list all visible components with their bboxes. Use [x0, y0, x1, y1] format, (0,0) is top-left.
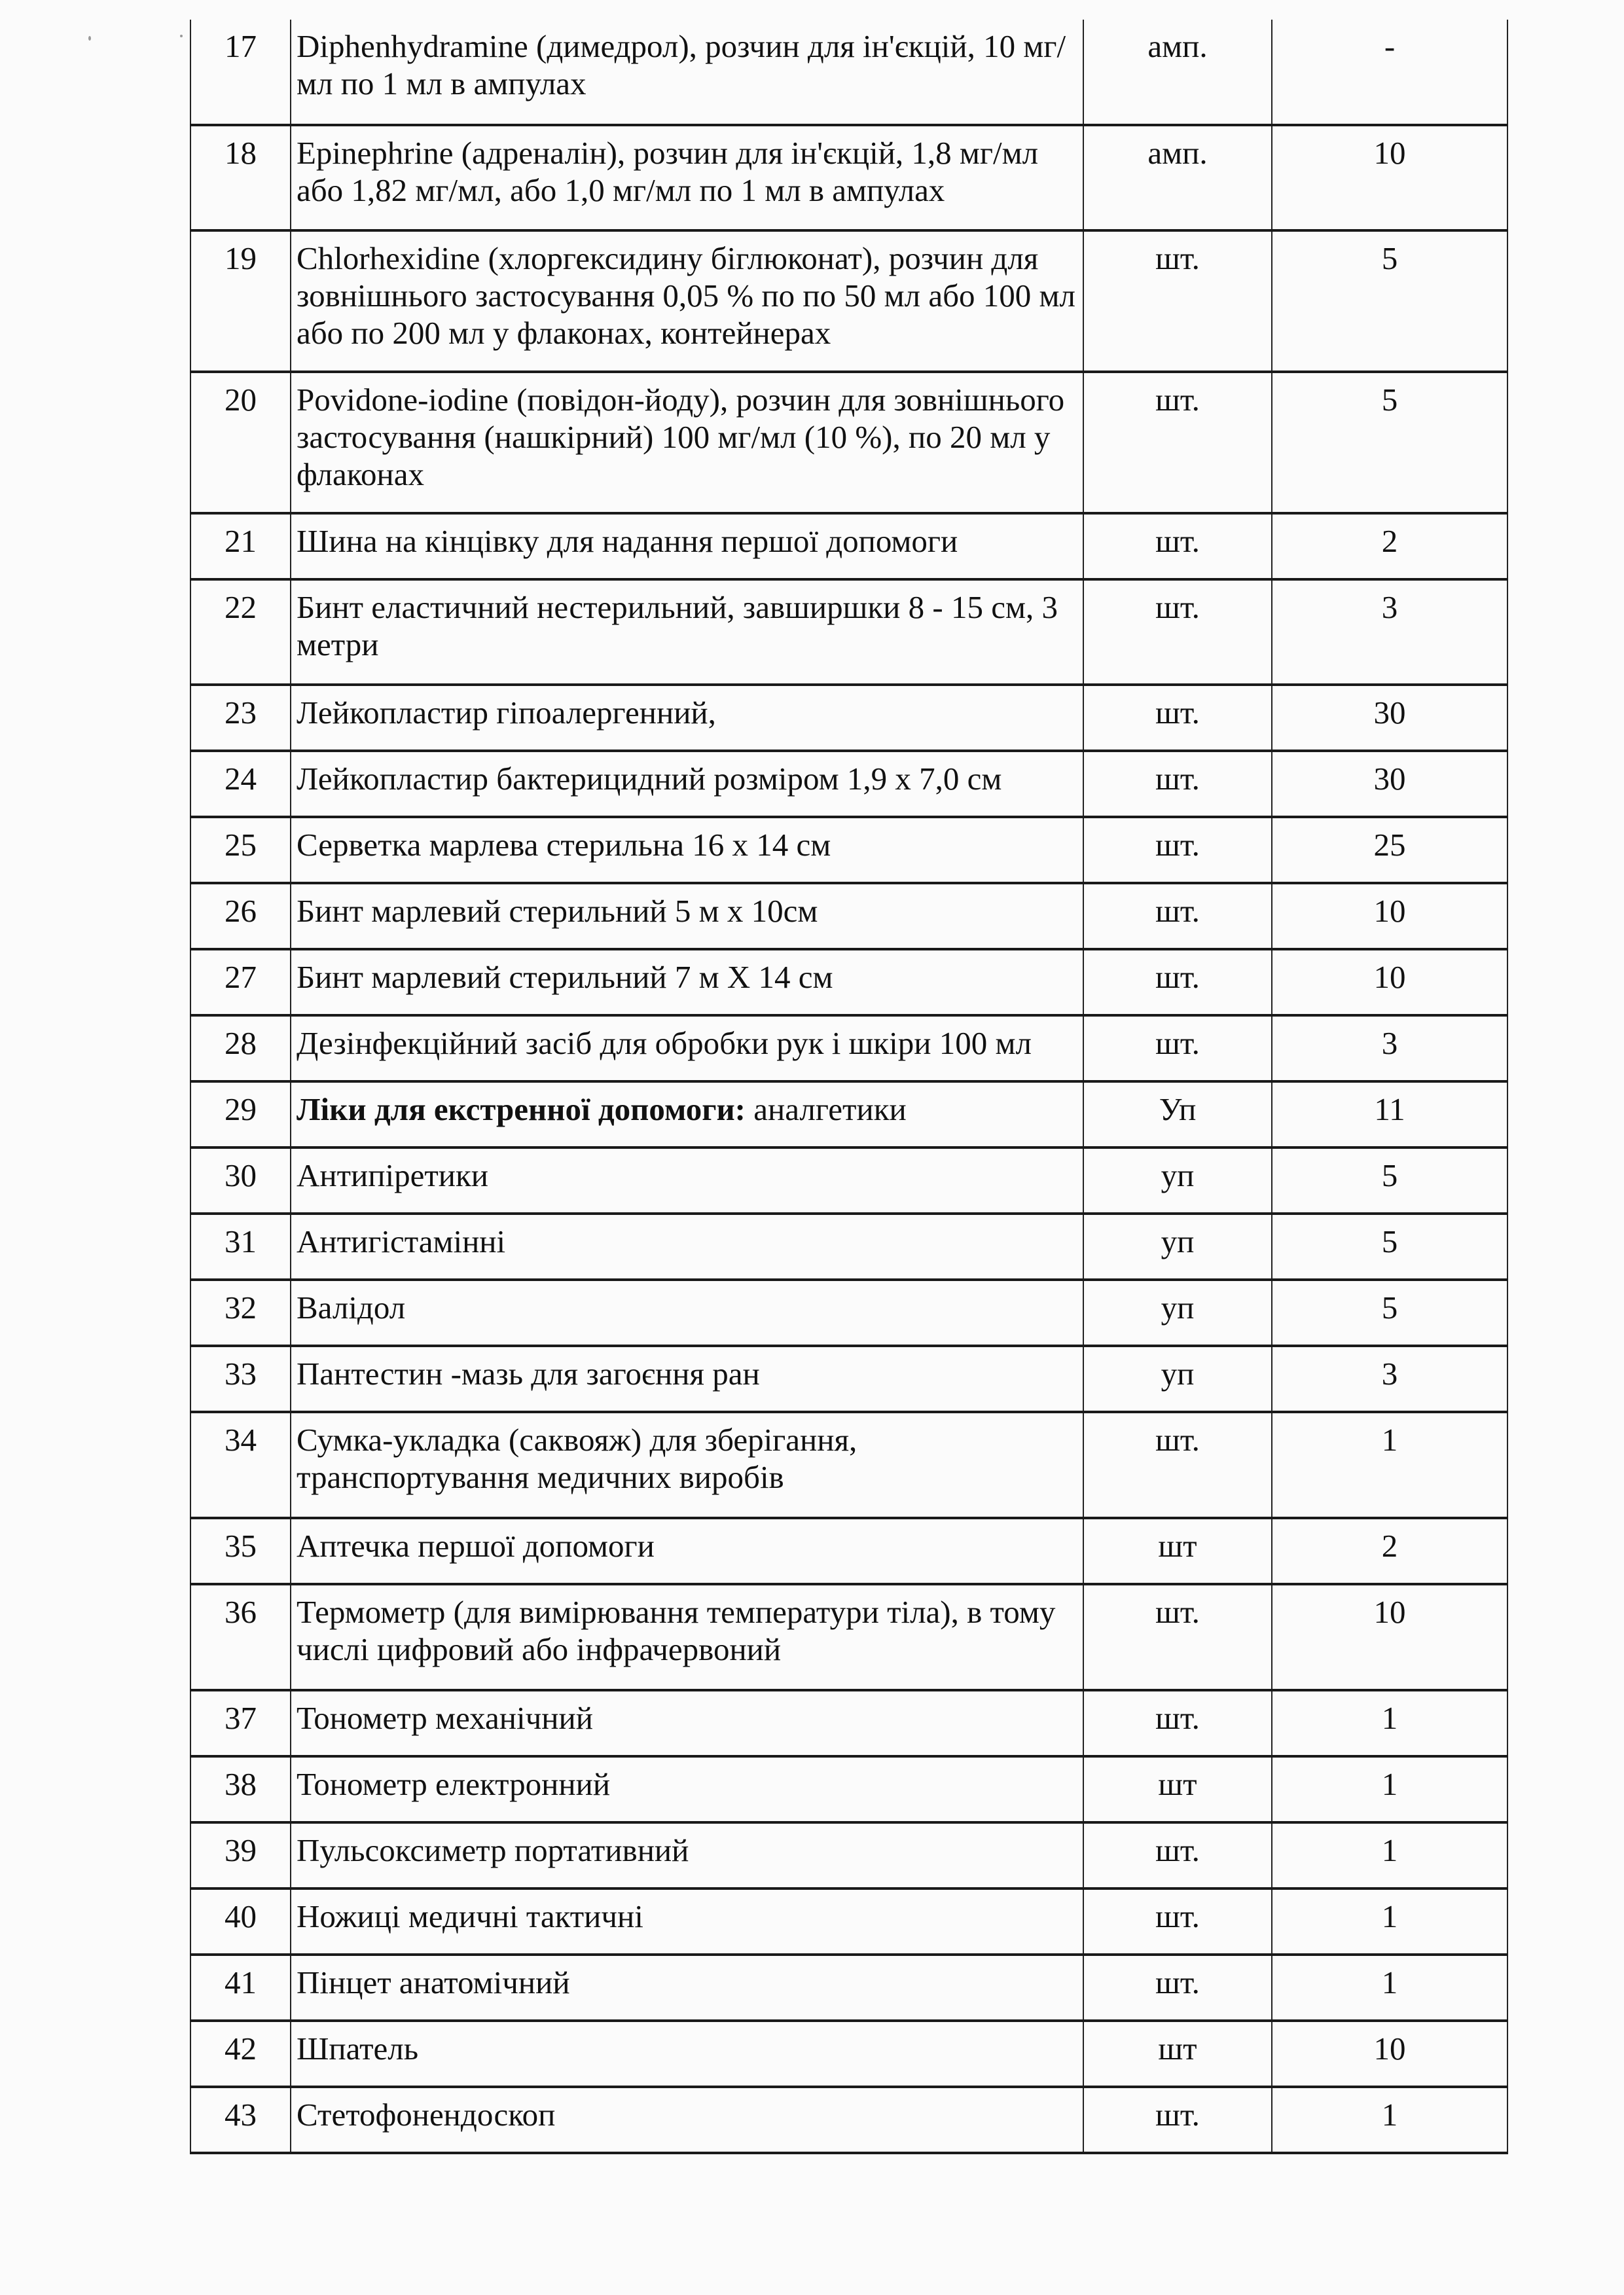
scan-speck	[88, 36, 91, 41]
item-quantity: 1	[1272, 1822, 1507, 1888]
item-quantity: -	[1272, 20, 1507, 125]
item-unit: уп	[1083, 1280, 1272, 1346]
row-number: 37	[190, 1690, 291, 1756]
item-unit: Уп	[1083, 1081, 1272, 1148]
item-name: Пульсоксиметр портативний	[291, 1822, 1083, 1888]
table-row	[190, 817, 1507, 883]
row-number: 24	[190, 751, 291, 817]
item-quantity: 1	[1272, 1756, 1507, 1822]
item-quantity: 11	[1272, 1081, 1507, 1148]
item-unit: шт.	[1083, 949, 1272, 1015]
item-quantity: 5	[1272, 1214, 1507, 1280]
item-name: Пінцет анатомічний	[291, 1955, 1083, 2021]
table-row	[190, 1888, 1507, 1955]
row-number: 30	[190, 1148, 291, 1214]
item-quantity: 1	[1272, 2087, 1507, 2153]
row-number: 41	[190, 1955, 291, 2021]
row-number: 28	[190, 1015, 291, 1081]
inventory-table	[190, 20, 1508, 2154]
item-name: Бинт еластичний нестерильний, завширшки 8 - 15 см, 3 метри	[291, 579, 1083, 685]
item-name: Антигістамінні	[291, 1214, 1083, 1280]
item-quantity: 1	[1272, 1690, 1507, 1756]
table-row	[190, 1955, 1507, 2021]
row-number: 31	[190, 1214, 291, 1280]
item-name: Лейкопластир бактерицидний розміром 1,9 х 7,0 см	[291, 751, 1083, 817]
table-row	[190, 2087, 1507, 2153]
item-name: Валідол	[291, 1280, 1083, 1346]
item-name: Антипіретики	[291, 1148, 1083, 1214]
item-unit: уп	[1083, 1214, 1272, 1280]
table-row	[190, 1584, 1507, 1690]
item-quantity: 1	[1272, 1888, 1507, 1955]
item-quantity: 25	[1272, 817, 1507, 883]
item-quantity: 30	[1272, 751, 1507, 817]
item-quantity: 10	[1272, 125, 1507, 230]
row-number: 34	[190, 1412, 291, 1518]
item-name: Тонометр механічний	[291, 1690, 1083, 1756]
item-name: Diphenhydramine (димедрол), розчин для ін'єкцій, 10 мг/мл по 1 мл в ампулах	[291, 20, 1083, 125]
item-unit: шт	[1083, 1756, 1272, 1822]
item-unit: шт.	[1083, 230, 1272, 372]
table-row	[190, 372, 1507, 513]
item-quantity: 1	[1272, 1955, 1507, 2021]
item-quantity: 10	[1272, 1584, 1507, 1690]
item-name: Chlorhexidine (хлоргексидину біглюконат), розчин для зовнішнього застосування 0,05 % по по 50 мл або 100 мл або по 200 мл у флаконах, контейнерах	[291, 230, 1083, 372]
item-quantity: 1	[1272, 1412, 1507, 1518]
item-quantity: 2	[1272, 513, 1507, 579]
item-name: Лейкопластир гіпоалергенний,	[291, 685, 1083, 751]
table-row	[190, 1015, 1507, 1081]
item-name: Тонометр електронний	[291, 1756, 1083, 1822]
table-row	[190, 1822, 1507, 1888]
table-row	[190, 1081, 1507, 1148]
item-name: Серветка марлева стерильна 16 х 14 см	[291, 817, 1083, 883]
item-name: Epinephrine (адреналін), розчин для ін'єкцій, 1,8 мг/мл або 1,82 мг/мл, або 1,0 мг/мл по 1 мл в ампулах	[291, 125, 1083, 230]
item-name: Пантестин -мазь для загоєння ран	[291, 1346, 1083, 1412]
row-number: 21	[190, 513, 291, 579]
item-unit: шт.	[1083, 1955, 1272, 2021]
table-row	[190, 1690, 1507, 1756]
item-unit: амп.	[1083, 125, 1272, 230]
row-number: 19	[190, 230, 291, 372]
item-quantity: 5	[1272, 372, 1507, 513]
row-number: 35	[190, 1518, 291, 1584]
item-name: Шпатель	[291, 2021, 1083, 2087]
table-row	[190, 1412, 1507, 1518]
item-name: Дезінфекційний засіб для обробки рук і шкіри 100 мл	[291, 1015, 1083, 1081]
item-unit: амп.	[1083, 20, 1272, 125]
table-row	[190, 579, 1507, 685]
item-unit: шт.	[1083, 817, 1272, 883]
table-row	[190, 1280, 1507, 1346]
item-unit: уп	[1083, 1346, 1272, 1412]
item-quantity: 5	[1272, 230, 1507, 372]
item-name: Ножиці медичні тактичні	[291, 1888, 1083, 1955]
row-number: 29	[190, 1081, 291, 1148]
item-quantity: 10	[1272, 2021, 1507, 2087]
row-number: 20	[190, 372, 291, 513]
item-unit: шт.	[1083, 1822, 1272, 1888]
table-row	[190, 2021, 1507, 2087]
table-row	[190, 685, 1507, 751]
item-name	[291, 1081, 1083, 1148]
item-unit: шт.	[1083, 1412, 1272, 1518]
item-name: Бинт марлевий стерильний 5 м х 10см	[291, 883, 1083, 949]
table-row	[190, 513, 1507, 579]
row-number: 25	[190, 817, 291, 883]
row-number: 22	[190, 579, 291, 685]
item-unit: шт.	[1083, 2087, 1272, 2153]
table-row	[190, 1148, 1507, 1214]
item-unit: шт.	[1083, 1888, 1272, 1955]
item-unit: шт.	[1083, 372, 1272, 513]
item-name: Сумка-укладка (саквояж) для зберігання, транспортування медичних виробів	[291, 1412, 1083, 1518]
row-number: 17	[190, 20, 291, 125]
item-unit: уп	[1083, 1148, 1272, 1214]
item-quantity: 5	[1272, 1280, 1507, 1346]
inventory-table-body	[190, 20, 1507, 2153]
item-quantity: 10	[1272, 949, 1507, 1015]
table-row	[190, 1346, 1507, 1412]
item-quantity: 3	[1272, 1015, 1507, 1081]
item-quantity: 10	[1272, 883, 1507, 949]
row-number: 38	[190, 1756, 291, 1822]
row-number: 39	[190, 1822, 291, 1888]
item-name-bold-heading: Ліки для екстренної допомоги:	[297, 1091, 746, 1127]
table-row	[190, 1214, 1507, 1280]
item-unit: шт	[1083, 1518, 1272, 1584]
item-unit: шт.	[1083, 513, 1272, 579]
item-unit: шт.	[1083, 1690, 1272, 1756]
row-number: 42	[190, 2021, 291, 2087]
item-quantity: 30	[1272, 685, 1507, 751]
table-row	[190, 1756, 1507, 1822]
item-name: Шина на кінцівку для надання першої допомоги	[291, 513, 1083, 579]
item-name-rest: аналгетики	[746, 1091, 907, 1127]
item-unit: шт.	[1083, 751, 1272, 817]
row-number: 36	[190, 1584, 291, 1690]
item-unit: шт.	[1083, 579, 1272, 685]
item-unit: шт.	[1083, 685, 1272, 751]
table-row	[190, 949, 1507, 1015]
table-row	[190, 125, 1507, 230]
item-name: Стетофонендоскоп	[291, 2087, 1083, 2153]
row-number: 27	[190, 949, 291, 1015]
item-unit: шт.	[1083, 883, 1272, 949]
item-unit: шт.	[1083, 1015, 1272, 1081]
table-row	[190, 751, 1507, 817]
row-number: 26	[190, 883, 291, 949]
item-unit: шт.	[1083, 1584, 1272, 1690]
table-row	[190, 883, 1507, 949]
item-name: Бинт марлевий стерильний 7 м Х 14 см	[291, 949, 1083, 1015]
item-name: Povidone-iodine (повідон-йоду), розчин для зовнішнього застосування (нашкірний) 100 мг/мл (10 %), по 20 мл у флаконах	[291, 372, 1083, 513]
item-quantity: 5	[1272, 1148, 1507, 1214]
table-row	[190, 1518, 1507, 1584]
item-quantity: 3	[1272, 579, 1507, 685]
row-number: 40	[190, 1888, 291, 1955]
item-unit: шт	[1083, 2021, 1272, 2087]
table-row	[190, 230, 1507, 372]
row-number: 23	[190, 685, 291, 751]
row-number: 32	[190, 1280, 291, 1346]
scan-speck	[180, 35, 183, 37]
row-number: 18	[190, 125, 291, 230]
table-row	[190, 20, 1507, 125]
item-quantity: 3	[1272, 1346, 1507, 1412]
row-number: 33	[190, 1346, 291, 1412]
item-quantity: 2	[1272, 1518, 1507, 1584]
item-name: Аптечка першої допомоги	[291, 1518, 1083, 1584]
row-number: 43	[190, 2087, 291, 2153]
item-name: Термометр (для вимірювання температури тіла), в тому числі цифровий або інфрачервоний	[291, 1584, 1083, 1690]
